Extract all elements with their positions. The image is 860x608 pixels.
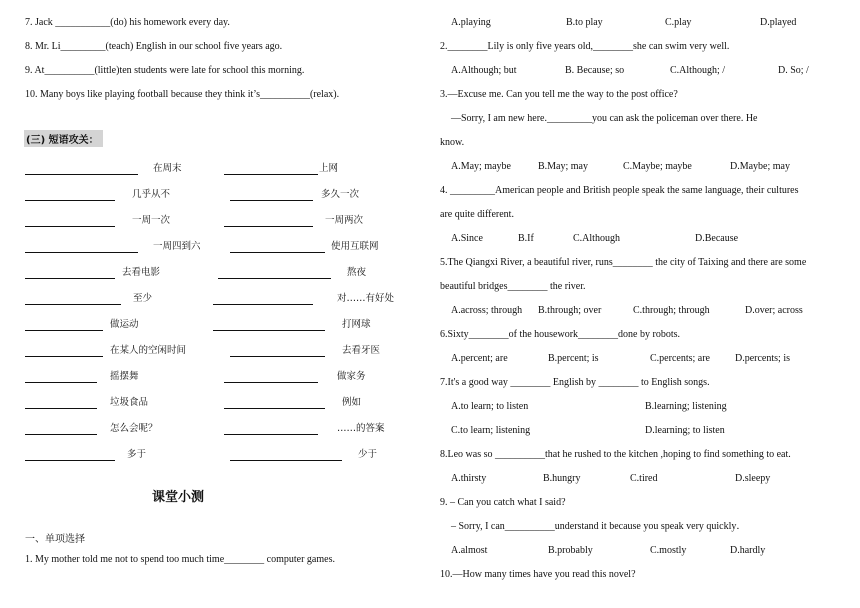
option-1-1: B. Because; so: [565, 65, 625, 76]
option-3-1: B.If: [518, 233, 534, 244]
question-3-line2: —Sorry, I am new here._________you can ask the policeman over there. He: [451, 113, 758, 124]
phrase-blank: [25, 252, 138, 253]
phrase-blank: [213, 330, 325, 331]
question-9: 9. At__________(little)ten students were late for school this morning.: [25, 65, 305, 76]
phrase-blank: [25, 304, 121, 305]
question-4-line2: are quite different.: [440, 209, 514, 220]
option-1-3: D. So; /: [778, 65, 809, 76]
option-5-0: A.percent; are: [451, 353, 508, 364]
option-0-3: D.played: [760, 17, 797, 28]
option-5-2: C.percents; are: [650, 353, 710, 364]
question-2: 2.________Lily is only five years old,________she can swim very well.: [440, 41, 730, 52]
phrase-left: 多于: [127, 449, 147, 460]
phrase-right: 多久一次: [321, 189, 360, 200]
question-4: 4. _________American people and British people speak the same language, their cultures: [440, 185, 799, 196]
option-4-0: A.across; through: [451, 305, 523, 316]
phrase-right: 对……有好处: [337, 293, 395, 304]
question-9-line2: – Sorry, I can__________understand it because you speak very quickly．: [451, 521, 747, 532]
phrase-blank: [25, 226, 115, 227]
phrase-right: 做家务: [337, 371, 366, 382]
phrase-blank: [25, 408, 97, 409]
option-4-3: D.over; across: [745, 305, 803, 316]
phrase-blank: [25, 330, 103, 331]
section-title: (三) 短语攻关：: [24, 130, 103, 147]
phrase-right: 上网: [319, 163, 339, 174]
option-3-0: A.Since: [451, 233, 483, 244]
option-7-1: B.hungry: [543, 473, 581, 484]
phrase-right: 例如: [342, 397, 362, 408]
phrase-blank: [230, 252, 325, 253]
phrase-blank: [230, 200, 313, 201]
phrase-blank: [230, 356, 325, 357]
question-7: 7. Jack ___________(do) his homework every day.: [25, 17, 230, 28]
phrase-blank: [25, 200, 115, 201]
option-2-1: B.May; may: [538, 161, 588, 172]
phrase-blank: [224, 434, 318, 435]
phrase-right: 熬夜: [347, 267, 367, 278]
phrase-blank: [213, 304, 313, 305]
question-3: 3.—Excuse me. Can you tell me the way to the post office?: [440, 89, 678, 100]
option-7-0: A.thirsty: [451, 473, 487, 484]
phrase-left: 几乎从不: [132, 189, 171, 200]
phrase-blank: [25, 278, 115, 279]
phrase-right: 打网球: [342, 319, 371, 330]
option-0-0: A.playing: [451, 17, 491, 28]
phrase-left: 垃圾食品: [110, 397, 149, 408]
option-6-0: A.to learn; to listen: [451, 401, 529, 412]
phrase-right: 使用互联网: [331, 241, 379, 252]
question-9: 9. – Can you catch what I said?: [440, 497, 566, 508]
phrase-right: 少于: [358, 449, 378, 460]
phrase-left: 做运动: [110, 319, 139, 330]
phrase-blank: [224, 382, 318, 383]
option-7-3: D.sleepy: [735, 473, 771, 484]
phrase-right: 一周两次: [325, 215, 364, 226]
phrase-left: 在某人的空闲时间: [110, 345, 187, 356]
option-7-2: C.tired: [630, 473, 658, 484]
phrase-blank: [25, 174, 138, 175]
phrase-right: 去看牙医: [342, 345, 381, 356]
option-2-0: A.May; maybe: [451, 161, 511, 172]
option-0-2: C.play: [665, 17, 692, 28]
question-5: 5.The Qiangxi River, a beautiful river, runs________ the city of Taixing and there are some: [440, 257, 807, 268]
question-7: 7.It's a good way ________ English by ________ to English songs.: [440, 377, 710, 388]
quiz-title: 课堂小测: [152, 490, 205, 505]
option-6-2: C.to learn; listening: [451, 425, 531, 436]
option-6-3: D.learning; to listen: [645, 425, 725, 436]
option-1-2: C.Although; /: [670, 65, 726, 76]
phrase-blank: [224, 408, 325, 409]
phrase-blank: [25, 434, 97, 435]
quiz-subtitle: 一、单项选择: [25, 534, 85, 545]
phrase-blank: [224, 226, 313, 227]
option-4-2: C.through; through: [633, 305, 710, 316]
phrase-right: ……的答案: [337, 423, 385, 434]
question-8: 8.Leo was so __________that he rushed to the kitchen ,hoping to find something to eat.: [440, 449, 791, 460]
option-1-0: A.Although; but: [451, 65, 517, 76]
option-8-3: D.hardly: [730, 545, 766, 556]
option-5-1: B.percent; is: [548, 353, 599, 364]
option-6-1: B.learning; listening: [645, 401, 727, 412]
phrase-blank: [218, 278, 331, 279]
question-3-line3: know.: [440, 137, 465, 148]
phrase-left: 一周一次: [132, 215, 171, 226]
phrase-blank: [25, 382, 97, 383]
option-0-1: B.to play: [566, 17, 603, 28]
option-5-3: D.percents; is: [735, 353, 790, 364]
phrase-blank: [25, 356, 103, 357]
option-8-2: C.mostly: [650, 545, 687, 556]
phrase-left: 一周四到六: [153, 241, 201, 252]
question-10: 10. Many boys like playing football because they think it’s__________(relax).: [25, 89, 340, 100]
phrase-left: 在周末: [153, 163, 182, 174]
option-8-1: B.probably: [548, 545, 593, 556]
question-10: 10.—How many times have you read this novel?: [440, 569, 636, 580]
option-4-1: B.through; over: [538, 305, 602, 316]
phrase-blank: [25, 460, 115, 461]
option-2-2: C.Maybe; maybe: [623, 161, 692, 172]
question-8: 8. Mr. Li_________(teach) English in our school five years ago.: [25, 41, 283, 52]
phrase-left: 摇摆舞: [110, 371, 139, 382]
option-8-0: A.almost: [451, 545, 488, 556]
quiz-question-1: 1. My mother told me not to spend too much time________ computer games.: [25, 554, 335, 565]
phrase-blank: [230, 460, 342, 461]
question-6: 6.Sixty________of the housework________done by robots.: [440, 329, 680, 340]
option-3-3: D.Because: [695, 233, 739, 244]
phrase-left: 怎么会呢？: [110, 423, 158, 434]
option-2-3: D.Maybe; may: [730, 161, 790, 172]
phrase-left: 去看电影: [122, 267, 161, 278]
option-3-2: C.Although: [573, 233, 620, 244]
question-5-line2: beautiful bridges________ the river.: [440, 281, 586, 292]
phrase-blank: [224, 174, 318, 175]
phrase-left: 至少: [133, 293, 153, 304]
